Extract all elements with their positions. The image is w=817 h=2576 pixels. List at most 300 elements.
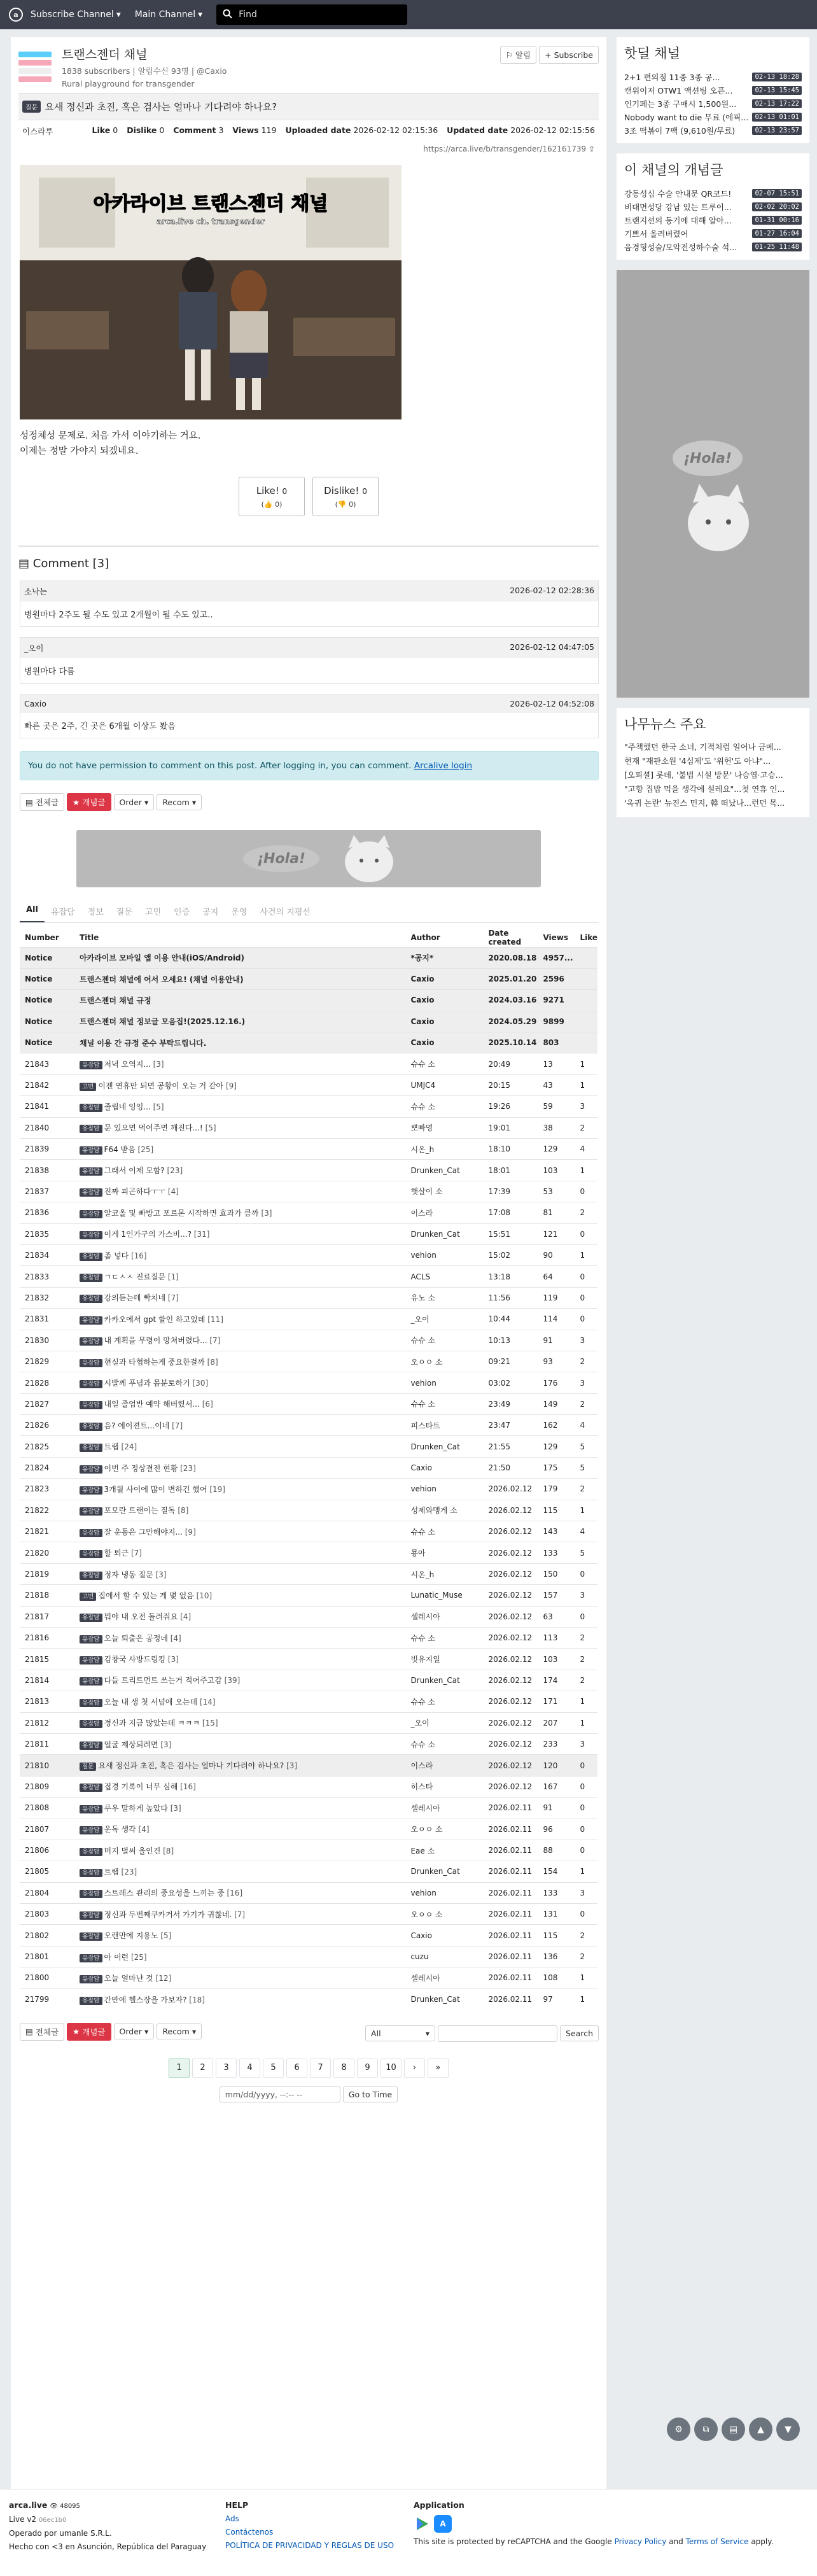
table-row[interactable] [20,1372,597,1393]
row-comment-count: [15] [202,1719,218,1728]
row-title[interactable] [74,1351,405,1372]
row-likes: 2 [575,1649,597,1670]
row-title-text: 루우 말하게 높았다 [104,1803,171,1813]
row-author[interactable]: Drunken_Cat [405,1988,483,2009]
copy-icon[interactable]: ⧉ [694,2418,718,2441]
hotdeal-title[interactable]: 핫딜 채널 [624,46,680,61]
row-author[interactable]: Caxio [405,1457,483,1478]
row-comment-count: [4] [170,1633,181,1643]
post-image[interactable] [20,165,402,419]
table-row[interactable] [20,1202,597,1223]
page-4[interactable]: 4 [239,2059,260,2078]
row-title[interactable] [74,1755,405,1776]
table-row[interactable] [20,1436,597,1457]
row-number: 21799 [20,1988,74,2009]
row-date: 2026.02.12 [483,1500,538,1521]
table-row[interactable] [20,1861,597,1882]
table-row[interactable] [20,1925,597,1946]
table-row[interactable] [20,1670,597,1691]
privacy-link[interactable]: POLÍTICA DE PRIVACIDAD Y REGLAS DE USO [225,2541,395,2550]
row-title[interactable] [74,1372,405,1393]
row-title[interactable] [74,1840,405,1861]
hotdeal-item[interactable] [624,83,802,97]
hotdeal-item-title: Nobody want to die 무료 (에픽... [624,112,749,122]
row-date: 19:01 [483,1117,538,1138]
row-author[interactable]: Caxio [405,990,483,1011]
row-comment-count: [3] [167,1655,179,1665]
row-title[interactable] [74,1266,405,1287]
row-title[interactable] [74,1202,405,1223]
tab-7[interactable]: 운영 [231,908,248,917]
table-row[interactable] [20,1287,597,1308]
row-title[interactable] [74,968,405,989]
row-title[interactable] [74,1967,405,1988]
column-header: Author [410,933,440,942]
row-title[interactable] [74,1670,405,1691]
news-item[interactable]: '옥귀 논란' 뉴진스 민지, 韓 떠났나...런던 목... [624,798,785,808]
row-number: 21814 [20,1670,74,1691]
like-button[interactable]: Like! 0 (👍 0) [239,477,305,516]
comment [20,637,599,684]
dislike-stat: Dislike 0 [127,125,165,135]
all-posts-button[interactable]: ▤ 전체글 [20,793,64,811]
row-author[interactable]: 셀레시아 [405,1606,483,1627]
row-views: 113 [538,1628,575,1649]
row-author[interactable]: Caxio [405,1925,483,1946]
tab-3[interactable]: 질문 [116,908,132,917]
table-row[interactable] [20,1628,597,1649]
table-row[interactable] [20,1988,597,2009]
row-date: 17:08 [483,1202,538,1223]
row-title[interactable] [74,1117,405,1138]
row-views: 150 [538,1563,575,1584]
ad-bubble: ¡Hola! [243,845,319,872]
table-row[interactable] [20,1712,597,1733]
row-author[interactable]: 슈슈 소 [405,1628,483,1649]
row-author[interactable]: Caxio [405,1011,483,1032]
row-title[interactable] [74,1882,405,1903]
row-author[interactable]: 이스라 [405,1202,483,1223]
post-author[interactable]: 이스라루 [22,127,53,136]
application-heading: Application [414,2500,464,2510]
scroll-up-icon[interactable]: ▲ [749,2418,772,2441]
row-title[interactable] [74,1053,405,1074]
column-header: Number [25,933,59,942]
row-likes: 0 [575,1840,597,1861]
tab-0[interactable]: All [20,900,45,922]
table-row[interactable] [20,1946,597,1967]
row-title[interactable] [74,1479,405,1500]
row-likes: 1 [575,1967,597,1988]
subscribe-channel-menu[interactable] [31,10,121,20]
row-author[interactable]: 슈슈 소 [405,1053,483,1074]
table-row[interactable] [20,1096,597,1117]
row-comment-count: [8] [163,1846,174,1855]
share-icon[interactable]: ⇪ [588,144,595,153]
terms-link[interactable]: Terms of Service [685,2537,749,2546]
row-title-text: 강의듣는데 빡치네 [104,1293,168,1303]
table-row[interactable] [20,1563,597,1584]
row-title[interactable] [74,947,405,968]
datetime-input[interactable]: mm/dd/yyyy, --:-- -- [220,2087,340,2102]
row-title[interactable] [74,1436,405,1457]
row-author[interactable]: Caxio [405,968,483,989]
search-scope-select[interactable]: All ▾ [365,2025,435,2041]
footer: arca.live 👁 48095 Live v2 06ec1b0 Operado por umanle S.R.L. Hecho con <3 en Asunción, República del Paraguay HELP Ads Contáctenos POLÍTICA DE PRIVACIDAD Y REGLAS DE USO Application A This site is protected by reCAPTCHA and the Google Privacy Policy and Terms of Service apply. [0,2489,817,2576]
concept-item[interactable] [624,240,802,253]
row-author[interactable]: _오이 [405,1309,483,1330]
row-author[interactable]: 셀레시아 [405,1798,483,1819]
table-row[interactable] [20,1500,597,1521]
goto-time-button[interactable]: Go to Time [343,2087,398,2102]
row-number: Notice [20,968,74,989]
row-title[interactable] [74,1691,405,1712]
row-views: 174 [538,1670,575,1691]
board-search-input[interactable] [438,2025,557,2042]
row-title[interactable] [74,1074,405,1095]
table-row[interactable] [20,990,597,1011]
row-title[interactable] [74,1925,405,1946]
column-header: Like [580,933,597,942]
row-date: 21:55 [483,1436,538,1457]
scroll-down-icon[interactable]: ▼ [776,2418,800,2441]
tab-6[interactable]: 공지 [202,908,219,917]
row-views: 233 [538,1733,575,1754]
search-input[interactable] [216,4,407,25]
row-category-badge: 유잡담 [80,1975,102,1983]
footer-brand[interactable]: arca.live [9,2500,48,2510]
page-8[interactable]: 8 [333,2059,354,2078]
row-title[interactable] [74,1733,405,1754]
row-title[interactable] [74,1649,405,1670]
page-›[interactable]: › [404,2059,425,2078]
row-author[interactable]: Drunken_Cat [405,1670,483,1691]
page-3[interactable]: 3 [216,2059,237,2078]
row-author[interactable]: 셀레시아 [405,1967,483,1988]
row-category-badge: 유잡담 [80,1869,102,1877]
channel-title[interactable]: 트랜스젠더 채널 [62,48,148,62]
list-icon[interactable]: ▤ [722,2418,745,2441]
page-1[interactable]: 1 [169,2059,190,2078]
row-views: 2596 [538,968,575,989]
table-row[interactable] [20,1542,597,1563]
row-title[interactable] [74,1861,405,1882]
table-row[interactable] [20,1139,597,1160]
sidebar-ad[interactable] [617,270,809,698]
hotdeal-item[interactable] [624,110,802,123]
row-comment-count: [4] [167,1187,179,1197]
row-views: 133 [538,1542,575,1563]
hotdeal-card [617,37,809,143]
table-row[interactable] [20,1840,597,1861]
news-item[interactable]: 현재 "재판소원 '4심제'도 '위헌'도 아냐"... [624,756,771,766]
table-row[interactable] [20,1415,597,1436]
order-select[interactable]: Order ▾ [114,794,155,810]
row-author[interactable]: 히스타 [405,1776,483,1797]
row-author[interactable]: Drunken_Cat [405,1861,483,1882]
concept-item[interactable] [624,200,802,213]
row-category-badge: 유잡담 [80,1635,102,1643]
table-row[interactable] [20,1606,597,1627]
page-»[interactable]: » [428,2059,449,2078]
row-author[interactable]: 슈슈 소 [405,1733,483,1754]
table-row[interactable] [20,1479,597,1500]
comment-author[interactable]: _오이 [24,644,44,653]
table-row[interactable] [20,1521,597,1542]
row-author[interactable]: cuzu [405,1946,483,1967]
row-author[interactable]: vehion [405,1244,483,1265]
row-author[interactable]: 슈슈 소 [405,1330,483,1351]
row-author[interactable]: *공지* [405,947,483,968]
arca-logo-icon[interactable]: a [9,8,23,22]
row-author[interactable]: 슈슈 소 [405,1096,483,1117]
comment-author[interactable]: Caxio [24,699,46,708]
table-row[interactable] [20,1011,597,1032]
row-author[interactable]: ACLS [405,1266,483,1287]
row-comment-count: [9] [225,1081,237,1090]
comment-author[interactable]: 소낙는 [24,587,48,596]
row-title[interactable] [74,990,405,1011]
row-title[interactable] [74,1160,405,1181]
row-title[interactable] [74,1330,405,1351]
best-posts-button[interactable]: ★ 개념글 [67,793,111,811]
row-title[interactable] [74,1393,405,1414]
row-author[interactable]: UMJC4 [405,1074,483,1095]
row-title[interactable] [74,1628,405,1649]
row-title[interactable] [74,1181,405,1202]
tab-1[interactable]: 유잡담 [50,908,75,917]
recom-select[interactable]: Recom ▾ [157,794,202,810]
row-category-badge: 유잡담 [80,1104,102,1112]
row-number: 21815 [20,1649,74,1670]
hotdeal-item[interactable] [624,70,802,83]
main-channel-menu[interactable] [135,10,202,20]
row-title-text: 오늘 내 생 첫 서넘에 오는데 [104,1697,200,1707]
row-title-text: 할 퇴근 [104,1549,131,1558]
hotdeal-item[interactable] [624,97,802,110]
google-play-icon[interactable] [414,2515,431,2533]
recom-select[interactable]: Recom ▾ [157,2023,202,2039]
page-6[interactable]: 6 [286,2059,307,2078]
table-row[interactable] [20,1904,597,1925]
row-views: 129 [538,1436,575,1457]
row-views: 157 [538,1585,575,1606]
post-permalink[interactable]: https://arca.live/b/transgender/162161739 ⇪ [423,144,595,153]
table-row[interactable] [20,1776,597,1797]
news-item[interactable]: "고향 집밥 먹을 생각에 설레요"...첫 연휴 인... [624,784,785,794]
row-likes: 1 [575,1861,597,1882]
table-row[interactable] [20,1755,597,1776]
table-row[interactable] [20,1733,597,1754]
tab-5[interactable]: 인증 [174,908,190,917]
row-title[interactable] [74,1585,405,1606]
table-row[interactable] [20,1160,597,1181]
row-title[interactable] [74,1223,405,1244]
all-posts-button[interactable]: ▤ 전체글 [20,2023,64,2041]
table-row[interactable] [20,1266,597,1287]
table-row[interactable] [20,1181,597,1202]
row-title[interactable] [74,1521,405,1542]
row-category-badge: 유잡담 [80,1550,102,1558]
table-row[interactable] [20,1393,597,1414]
table-row[interactable] [20,1457,597,1478]
row-views: 108 [538,1967,575,1988]
row-author[interactable]: _오이 [405,1712,483,1733]
row-views: 93 [538,1351,575,1372]
ad-banner[interactable] [76,830,541,887]
news-item[interactable]: "주책했던 한국 소녀, 기적처럼 일어나 금메... [624,742,781,752]
table-row[interactable] [20,1819,597,1840]
row-title-text: 오랜만에 지용노 [104,1931,161,1941]
row-author[interactable]: vehion [405,1882,483,1903]
table-row[interactable] [20,1117,597,1138]
post-body-line: 이제는 정말 가야지 되겠네요. [20,446,139,456]
row-title[interactable] [74,1096,405,1117]
row-author[interactable]: 슈슈 소 [405,1691,483,1712]
row-views: 53 [538,1181,575,1202]
row-date: 23:49 [483,1393,538,1414]
row-author[interactable]: 뽀빠영 [405,1117,483,1138]
row-title[interactable] [74,1457,405,1478]
row-author[interactable]: Drunken_Cat [405,1223,483,1244]
row-title[interactable] [74,1011,405,1032]
row-author[interactable]: 오ㅇㅇ 소 [405,1819,483,1840]
table-row[interactable] [20,1053,597,1074]
row-author[interactable]: 피스타트 [405,1415,483,1436]
row-title[interactable] [74,1988,405,2009]
row-likes: 4 [575,1139,597,1160]
row-views: 131 [538,1904,575,1925]
operator: Operado por umanle S.R.L. [9,2529,112,2538]
row-title[interactable] [74,1712,405,1733]
board-search-button[interactable]: Search [560,2025,599,2041]
row-author[interactable]: 슈슈 소 [405,1521,483,1542]
row-views: 133 [538,1882,575,1903]
contact-link[interactable]: Contáctenos [225,2528,274,2537]
row-author[interactable]: 햇살이 소 [405,1181,483,1202]
row-author[interactable]: Eae 소 [405,1840,483,1861]
row-author[interactable]: 시온_h [405,1563,483,1584]
table-row[interactable] [20,1649,597,1670]
row-title[interactable] [74,1500,405,1521]
table-row[interactable] [20,1032,597,1053]
row-likes: 1 [575,1244,597,1265]
channel-owner[interactable]: @Caxio [197,66,227,76]
table-row[interactable] [20,1074,597,1095]
app-store-icon[interactable]: A [434,2515,452,2533]
table-row[interactable] [20,1882,597,1903]
privacy-policy-link[interactable]: Privacy Policy [614,2537,667,2546]
row-title[interactable] [74,1032,405,1053]
row-title[interactable] [74,1309,405,1330]
row-author[interactable]: 시온_h [405,1139,483,1160]
row-likes: 1 [575,1160,597,1181]
row-title[interactable] [74,1563,405,1584]
page-10[interactable]: 10 [381,2059,402,2078]
row-author[interactable]: 묭아 [405,1542,483,1563]
row-author[interactable]: vehion [405,1372,483,1393]
table-row[interactable] [20,968,597,989]
best-posts-button[interactable]: ★ 개념글 [67,2023,111,2041]
dislike-button[interactable]: Dislike! 0 (👎 0) [312,477,379,516]
row-author[interactable]: 슈슈 소 [405,1393,483,1414]
table-row[interactable] [20,1330,597,1351]
row-title[interactable] [74,1946,405,1967]
concept-item[interactable] [624,227,802,240]
ads-link[interactable]: Ads [225,2514,239,2523]
row-number: 21841 [20,1096,74,1117]
subscribe-button[interactable] [539,46,599,64]
table-row[interactable] [20,1351,597,1372]
row-title[interactable] [74,1904,405,1925]
row-title[interactable] [74,1287,405,1308]
row-title-text: 내일 졸업반 예약 해버렸서... [104,1400,202,1409]
row-author[interactable]: 오ㅇㅇ 소 [405,1904,483,1925]
row-author[interactable]: Drunken_Cat [405,1160,483,1181]
tab-2[interactable]: 정보 [87,908,104,917]
hotdeal-item[interactable] [624,123,802,137]
row-author[interactable]: Caxio [405,1032,483,1053]
row-title[interactable] [74,1415,405,1436]
tab-8[interactable]: 사건의 지평선 [260,908,311,917]
row-title[interactable] [74,1776,405,1797]
row-title[interactable] [74,1819,405,1840]
page-9[interactable]: 9 [357,2059,378,2078]
table-row[interactable] [20,1691,597,1712]
row-title-text: 카카오에서 gpt 할인 하고있데 [104,1314,208,1324]
row-number: 21802 [20,1925,74,1946]
row-number: 21831 [20,1309,74,1330]
row-title[interactable] [74,1798,405,1819]
table-row[interactable] [20,1244,597,1265]
page-5[interactable]: 5 [263,2059,284,2078]
table-row[interactable] [20,947,597,968]
row-title-text: 간만에 헬스장을 가보자? [104,1995,190,2004]
row-title[interactable] [74,1139,405,1160]
page-7[interactable]: 7 [310,2059,331,2078]
page-2[interactable]: 2 [192,2059,213,2078]
news-item[interactable]: [오피셜] 롯데, '불법 시설 방문' 나승엽·고승... [624,770,783,780]
table-row[interactable] [20,1223,597,1244]
row-date: 21:50 [483,1457,538,1478]
row-title[interactable] [74,1542,405,1563]
row-author[interactable]: Drunken_Cat [405,1436,483,1457]
row-author[interactable]: 성제와맹게 소 [405,1500,483,1521]
table-row[interactable] [20,1967,597,1988]
row-author[interactable]: vehion [405,1479,483,1500]
row-author[interactable]: 빗유지일 [405,1649,483,1670]
row-title[interactable] [74,1244,405,1265]
notify-button[interactable] [500,46,536,64]
row-author[interactable]: 유노 소 [405,1287,483,1308]
row-date: 13:18 [483,1266,538,1287]
floating-buttons [667,2418,800,2441]
concept-item[interactable] [624,213,802,227]
table-row[interactable] [20,1309,597,1330]
row-author[interactable]: 이스라 [405,1755,483,1776]
row-title[interactable] [74,1606,405,1627]
settings-icon[interactable]: ⚙ [667,2418,690,2441]
login-link[interactable]: Arcalive login [414,761,473,771]
row-author[interactable]: 오ㅇㅇ 소 [405,1351,483,1372]
concept-item[interactable] [624,187,802,200]
tab-4[interactable]: 고민 [144,908,162,917]
table-row[interactable] [20,1798,597,1819]
row-author[interactable]: Lunatic_Muse [405,1585,483,1606]
row-category-badge: 고민 [80,1593,96,1601]
order-select[interactable]: Order ▾ [114,2023,155,2039]
table-row[interactable] [20,1585,597,1606]
